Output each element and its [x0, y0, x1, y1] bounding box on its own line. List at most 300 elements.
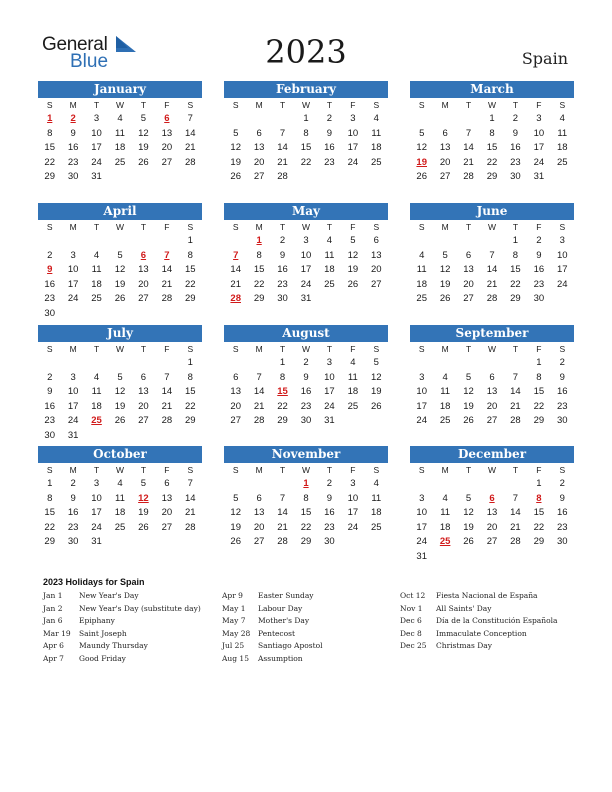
calendar-day: 24 — [67, 415, 79, 427]
calendar-day: 7 — [512, 371, 519, 383]
calendar-day: 18 — [114, 507, 126, 519]
calendar-day: 8 — [303, 127, 309, 139]
calendar-day: 18 — [370, 507, 382, 519]
month-days-grid — [38, 98, 202, 185]
weekday-label: T — [279, 344, 286, 354]
calendar-day: 30 — [44, 307, 55, 319]
weekday-label: S — [373, 465, 380, 475]
calendar-day: 23 — [556, 400, 568, 412]
weekday-label: S — [232, 100, 239, 110]
holiday-row — [400, 590, 557, 603]
calendar-day: 29 — [300, 536, 312, 548]
calendar-day: 16 — [277, 264, 288, 276]
holiday-row — [400, 640, 557, 653]
calendar-day: 14 — [253, 386, 265, 398]
calendar-day: 14 — [161, 264, 173, 276]
weekday-label: M — [441, 465, 449, 475]
empty-cell — [410, 234, 433, 249]
calendar-day: 6 — [442, 127, 448, 139]
month-title: January — [38, 81, 202, 98]
weekday-label: T — [93, 465, 100, 475]
calendar-day: 16 — [44, 278, 55, 290]
calendar-day: 12 — [347, 249, 359, 261]
calendar-day: 26 — [114, 415, 126, 427]
calendar-day: 5 — [442, 249, 448, 261]
month-title: July — [38, 325, 202, 342]
empty-cell — [61, 234, 84, 249]
month-title: April — [38, 203, 202, 220]
weekday-label: W — [301, 100, 310, 110]
page-title: 2023 — [265, 33, 347, 71]
calendar-day: 4 — [419, 249, 425, 261]
calendar-day: 8 — [187, 249, 193, 261]
weekday-label: S — [418, 100, 425, 110]
calendar-day: 4 — [373, 478, 379, 489]
calendar-day: 8 — [279, 371, 286, 383]
calendar-day: 23 — [510, 156, 521, 168]
month-title: June — [410, 203, 574, 220]
month-days-grid — [224, 342, 388, 429]
holiday-day: 6 — [140, 249, 147, 261]
calendar-day: 11 — [324, 249, 335, 261]
weekday-label: T — [465, 100, 472, 110]
calendar-day: 30 — [556, 536, 568, 548]
weekday-label: S — [46, 100, 53, 110]
calendar-day: 12 — [114, 386, 126, 398]
holiday-day: 25 — [91, 415, 102, 427]
calendar-day: 9 — [326, 127, 333, 139]
logo-text-general: General — [42, 34, 108, 55]
calendar-day: 25 — [114, 521, 126, 533]
empty-cell — [247, 112, 270, 127]
empty-cell — [38, 356, 61, 371]
calendar-day: 13 — [439, 142, 451, 154]
weekday-label: M — [441, 344, 449, 354]
calendar-day: 9 — [303, 371, 309, 383]
calendar-day: 25 — [370, 156, 382, 168]
calendar-day: 2 — [512, 113, 519, 124]
calendar-day: 10 — [533, 127, 545, 139]
calendar-day: 28 — [184, 521, 196, 533]
calendar-day: 10 — [556, 249, 568, 261]
calendar-day: 10 — [67, 386, 79, 398]
calendar-day: 11 — [115, 492, 125, 504]
weekday-label: M — [69, 100, 77, 110]
holiday-day: 7 — [164, 249, 170, 261]
calendar-day: 20 — [463, 278, 474, 290]
calendar-day: 1 — [47, 478, 53, 489]
calendar-day: 9 — [70, 127, 76, 139]
calendar-day: 21 — [463, 156, 474, 168]
calendar-day: 5 — [350, 235, 356, 246]
month-title: November — [224, 446, 388, 463]
calendar-day: 3 — [350, 113, 356, 124]
calendar-day: 26 — [230, 536, 241, 548]
calendar-day: 4 — [117, 113, 123, 124]
calendar-day: 3 — [93, 113, 100, 124]
calendar-day: 8 — [47, 127, 53, 139]
holiday-name: Santiago Apostol — [258, 641, 323, 650]
calendar-day: 8 — [187, 371, 193, 383]
holiday-day: 9 — [47, 264, 53, 276]
calendar-day: 3 — [350, 478, 356, 489]
calendar-day: 13 — [370, 249, 382, 261]
weekday-label: S — [232, 344, 239, 354]
holiday-row — [222, 590, 323, 603]
month-title: October — [38, 446, 202, 463]
calendar-day: 4 — [442, 492, 448, 504]
calendar-day: 24 — [416, 415, 427, 427]
weekday-label: F — [536, 222, 542, 232]
calendar-day: 5 — [117, 371, 123, 383]
calendar-day: 7 — [512, 492, 519, 504]
weekday-label: F — [164, 222, 170, 232]
weekday-label: W — [301, 465, 310, 475]
calendar-day: 29 — [533, 415, 545, 427]
holiday-day: 12 — [138, 492, 149, 504]
calendar-day: 26 — [138, 156, 149, 168]
weekday-label: F — [350, 100, 356, 110]
calendar-day: 22 — [486, 156, 498, 168]
calendar-day: 5 — [140, 478, 147, 489]
month-june — [410, 203, 574, 307]
calendar-day: 29 — [184, 415, 196, 427]
calendar-day: 21 — [510, 400, 521, 412]
empty-cell — [247, 477, 270, 492]
calendar-day: 27 — [439, 171, 451, 183]
holiday-column — [43, 590, 201, 665]
calendar-day: 23 — [44, 293, 55, 305]
month-september — [410, 325, 574, 429]
calendar-day: 6 — [489, 371, 495, 383]
calendar-day: 2 — [559, 357, 565, 368]
holiday-day: 8 — [536, 492, 542, 504]
calendar-day: 15 — [510, 264, 521, 276]
empty-cell — [480, 477, 503, 492]
calendar-day: 20 — [486, 521, 498, 533]
calendar-day: 31 — [300, 293, 312, 305]
calendar-day: 20 — [439, 156, 451, 168]
month-title: September — [410, 325, 574, 342]
calendar-day: 31 — [91, 171, 102, 183]
weekday-label: T — [140, 465, 147, 475]
month-days-grid — [224, 220, 388, 307]
calendar-day: 24 — [300, 278, 312, 290]
weekday-label: T — [465, 465, 472, 475]
holiday-date: May 1 — [222, 603, 246, 613]
weekday-label: T — [326, 344, 333, 354]
holiday-date: May 7 — [222, 616, 246, 625]
weekday-label: S — [418, 465, 425, 475]
calendar-day: 15 — [300, 507, 312, 519]
weekday-label: M — [255, 465, 263, 475]
holiday-day: 6 — [489, 492, 495, 504]
calendar-day: 5 — [419, 127, 425, 139]
calendar-day: 17 — [91, 142, 102, 154]
calendar-day: 14 — [277, 507, 288, 519]
calendar-day: 16 — [510, 142, 521, 154]
calendar-day: 3 — [70, 249, 76, 261]
month-title: March — [410, 81, 574, 98]
month-days-grid — [38, 463, 202, 550]
calendar-day: 3 — [70, 371, 76, 383]
calendar-day: 14 — [486, 264, 498, 276]
calendar-day: 26 — [463, 415, 474, 427]
holiday-date: Jul 25 — [222, 641, 245, 650]
calendar-day: 16 — [556, 386, 568, 398]
weekday-label: F — [536, 344, 542, 354]
calendar-day: 24 — [91, 156, 102, 168]
holiday-row — [43, 628, 201, 641]
calendar-day: 29 — [533, 536, 545, 548]
weekday-label: F — [350, 465, 356, 475]
calendar-day: 5 — [465, 371, 472, 383]
weekday-label: F — [164, 100, 170, 110]
holiday-day: 2 — [70, 113, 76, 124]
calendar-day: 21 — [277, 521, 288, 533]
calendar-day: 2 — [47, 249, 53, 261]
calendar-day: 16 — [44, 400, 55, 412]
month-days-grid — [224, 98, 388, 185]
calendar-day: 26 — [439, 293, 451, 305]
calendar-day: 13 — [230, 386, 241, 398]
calendar-day: 13 — [161, 492, 173, 504]
holiday-row — [400, 603, 557, 616]
weekday-label: M — [69, 344, 77, 354]
holiday-row — [43, 640, 201, 653]
calendar-day: 22 — [253, 278, 265, 290]
calendar-day: 9 — [512, 127, 519, 139]
month-days-grid — [410, 220, 574, 307]
weekday-label: S — [232, 465, 239, 475]
empty-cell — [61, 356, 84, 371]
weekday-label: T — [465, 222, 472, 232]
weekday-label: M — [69, 465, 77, 475]
calendar-day: 12 — [138, 127, 149, 139]
calendar-day: 24 — [347, 521, 359, 533]
weekday-label: T — [512, 344, 519, 354]
calendar-day: 20 — [138, 278, 149, 290]
calendar-day: 19 — [138, 507, 149, 519]
calendar-day: 15 — [253, 264, 265, 276]
calendar-day: 17 — [91, 507, 102, 519]
calendar-day: 5 — [233, 492, 239, 504]
weekday-label: W — [301, 344, 310, 354]
holiday-row — [400, 628, 557, 641]
weekday-label: S — [187, 100, 194, 110]
calendar-day: 24 — [556, 278, 568, 290]
calendar-day: 30 — [324, 536, 335, 548]
calendar-day: 9 — [536, 249, 542, 261]
calendar-day: 24 — [416, 536, 427, 548]
empty-cell — [247, 356, 270, 371]
calendar-day: 23 — [67, 521, 79, 533]
holiday-column — [222, 590, 323, 665]
calendar-day: 23 — [324, 521, 335, 533]
calendar-day: 18 — [91, 278, 102, 290]
weekday-label: T — [93, 344, 100, 354]
month-march — [410, 81, 574, 185]
empty-cell — [504, 356, 527, 371]
weekday-label: T — [326, 465, 333, 475]
calendar-day: 12 — [370, 371, 382, 383]
weekday-label: F — [164, 465, 170, 475]
weekday-label: S — [559, 100, 566, 110]
calendar-day: 11 — [557, 127, 568, 139]
month-july — [38, 325, 202, 444]
calendar-day: 16 — [533, 264, 545, 276]
calendar-day: 23 — [300, 400, 312, 412]
calendar-day: 18 — [439, 521, 451, 533]
holiday-row — [222, 628, 323, 641]
calendar-day: 18 — [370, 142, 382, 154]
calendar-day: 19 — [347, 264, 359, 276]
calendar-day: 10 — [416, 386, 427, 398]
holiday-day: 1 — [47, 113, 53, 124]
calendar-day: 17 — [347, 142, 359, 154]
calendar-day: 25 — [324, 278, 335, 290]
calendar-day: 12 — [416, 142, 427, 154]
calendar-day: 29 — [44, 171, 55, 183]
calendar-day: 30 — [556, 415, 568, 427]
month-days-grid — [38, 342, 202, 444]
calendar-day: 26 — [114, 293, 126, 305]
weekday-label: W — [115, 344, 124, 354]
calendar-day: 1 — [536, 478, 542, 489]
calendar-day: 4 — [559, 113, 565, 124]
calendar-day: 5 — [373, 357, 379, 368]
calendar-day: 7 — [187, 478, 193, 489]
empty-cell — [224, 477, 247, 492]
calendar-day: 28 — [510, 536, 521, 548]
calendar-day: 21 — [161, 400, 173, 412]
calendar-day: 7 — [187, 113, 193, 124]
calendar-day: 30 — [277, 293, 288, 305]
holiday-date: Apr 6 — [43, 641, 64, 650]
empty-cell — [271, 477, 294, 492]
calendar-day: 31 — [533, 171, 545, 183]
calendar-day: 2 — [326, 478, 333, 489]
month-april — [38, 203, 202, 322]
calendar-day: 21 — [486, 278, 498, 290]
weekday-label: M — [255, 222, 263, 232]
weekday-label: W — [115, 100, 124, 110]
calendar-day: 14 — [463, 142, 474, 154]
calendar-day: 12 — [114, 264, 126, 276]
holiday-row — [43, 653, 201, 666]
calendar-day: 18 — [556, 142, 568, 154]
empty-cell — [410, 356, 433, 371]
weekday-label: S — [187, 465, 194, 475]
holiday-date: Dec 8 — [400, 628, 422, 638]
calendar-day: 12 — [463, 386, 474, 398]
weekday-label: S — [187, 222, 194, 232]
empty-cell — [457, 356, 480, 371]
holiday-day: 15 — [277, 386, 288, 398]
calendar-day: 11 — [440, 386, 451, 398]
calendar-day: 10 — [324, 371, 335, 383]
month-days-grid — [38, 220, 202, 322]
calendar-day: 6 — [256, 127, 262, 139]
weekday-label: T — [326, 100, 333, 110]
holiday-day: 19 — [416, 156, 427, 168]
calendar-day: 22 — [300, 156, 312, 168]
weekday-label: T — [140, 222, 147, 232]
holiday-row — [222, 640, 323, 653]
weekday-label: M — [255, 100, 263, 110]
weekday-label: T — [512, 222, 519, 232]
holiday-date: Jan 2 — [43, 603, 63, 613]
calendar-day: 15 — [44, 507, 55, 519]
calendar-day: 27 — [486, 415, 498, 427]
holiday-name: Assumption — [258, 653, 303, 663]
holiday-name: Maundy Thursday — [79, 641, 148, 650]
calendar-day: 24 — [324, 400, 335, 412]
holiday-name: Día de la Constitución Española — [436, 616, 558, 625]
calendar-day: 23 — [277, 278, 288, 290]
calendar-day: 27 — [138, 293, 149, 305]
holiday-date: May 28 — [222, 628, 251, 638]
holiday-date: Jan 1 — [43, 591, 63, 600]
calendar-day: 13 — [138, 386, 149, 398]
calendar-day: 30 — [510, 171, 521, 183]
calendar-day: 4 — [93, 371, 100, 383]
holiday-name: Easter Sunday — [258, 591, 314, 600]
calendar-day: 29 — [184, 293, 196, 305]
empty-cell — [410, 112, 433, 127]
calendar-day: 11 — [416, 264, 427, 276]
calendar-day: 20 — [253, 521, 265, 533]
calendar-day: 15 — [486, 142, 498, 154]
weekday-label: T — [512, 465, 519, 475]
calendar-day: 20 — [161, 507, 173, 519]
weekday-label: S — [373, 222, 380, 232]
calendar-day: 21 — [510, 521, 521, 533]
holiday-row — [400, 615, 557, 628]
calendar-day: 27 — [161, 521, 173, 533]
calendar-day: 25 — [439, 415, 451, 427]
weekday-label: W — [115, 465, 124, 475]
empty-cell — [108, 356, 131, 371]
calendar-day: 3 — [303, 235, 309, 246]
calendar-day: 27 — [161, 156, 173, 168]
calendar-day: 15 — [533, 507, 545, 519]
calendar-day: 24 — [91, 521, 102, 533]
calendar-day: 20 — [138, 400, 149, 412]
calendar-day: 25 — [556, 156, 568, 168]
calendar-day: 10 — [67, 264, 79, 276]
calendar-day: 18 — [114, 142, 126, 154]
calendar-day: 8 — [512, 249, 519, 261]
month-january — [38, 81, 202, 185]
calendar-day: 1 — [303, 113, 309, 124]
holiday-name: Saint Joseph — [79, 628, 127, 638]
calendar-day: 2 — [326, 113, 333, 124]
calendar-day: 20 — [230, 400, 241, 412]
calendar-day: 22 — [184, 400, 196, 412]
calendar-day: 15 — [184, 264, 196, 276]
calendar-day: 23 — [533, 278, 545, 290]
calendar-day: 19 — [114, 400, 126, 412]
empty-cell — [38, 234, 61, 249]
calendar-day: 12 — [463, 507, 474, 519]
calendar-day: 19 — [463, 400, 474, 412]
month-february — [224, 81, 388, 185]
calendar-day: 2 — [47, 371, 53, 383]
calendar-day: 17 — [416, 521, 427, 533]
weekday-label: S — [559, 222, 566, 232]
holiday-name: New Year's Day — [79, 591, 139, 600]
